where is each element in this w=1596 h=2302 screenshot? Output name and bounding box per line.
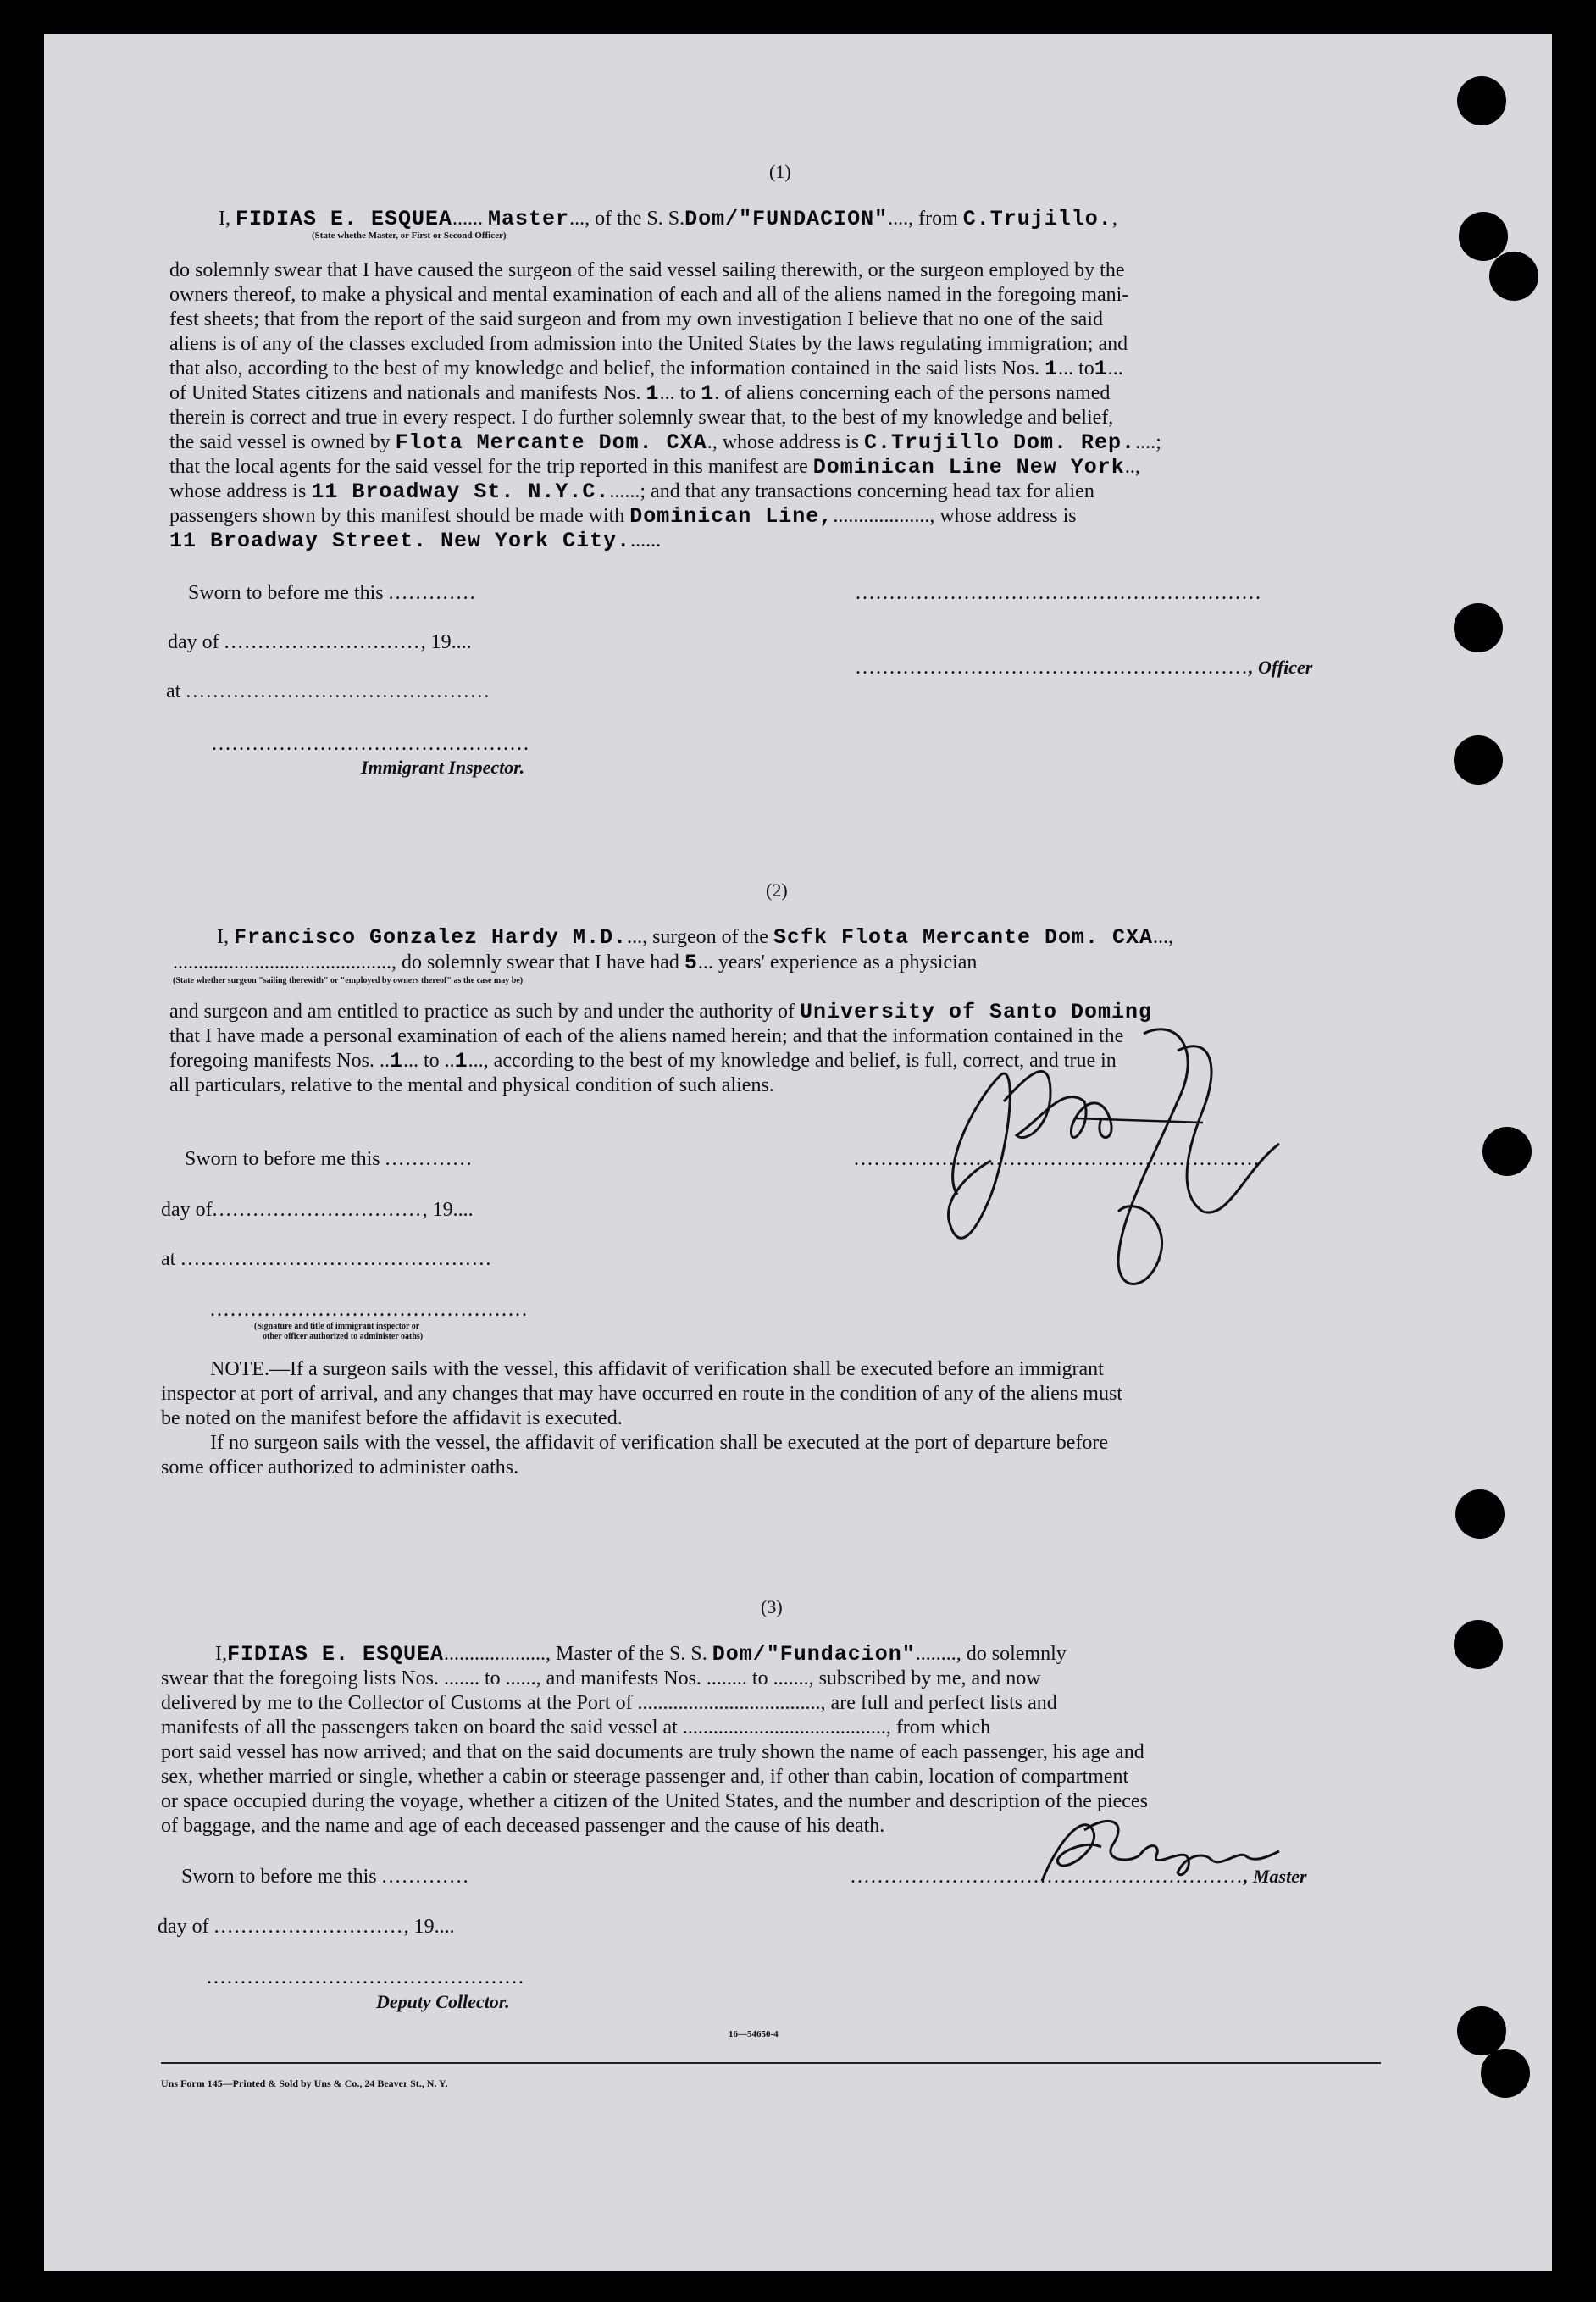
affidavit-2-line-2: ..........................................., do solemnly swear that I have had 5... years' experience as a physician bbox=[173, 951, 978, 975]
inspector-signature-line: ............................................... bbox=[212, 733, 530, 755]
section-1-number: (1) bbox=[769, 161, 791, 182]
local-agent: Dominican Line New York bbox=[812, 455, 1125, 480]
vessel-name: Dom/"FUNDACION" bbox=[684, 207, 889, 231]
at-label: at .............................................. bbox=[161, 1248, 493, 1270]
departure-port: C.Trujillo. bbox=[962, 207, 1112, 231]
years-experience: 5 bbox=[684, 951, 698, 975]
affidavit-1-text: that also, according to the best of my knowledge and belief, the information contained in the said lists Nos. 1... to1... bbox=[169, 357, 1123, 381]
section-3-number: (3) bbox=[761, 1596, 783, 1617]
surgeon-employer: Scfk Flota Mercante Dom. CXA bbox=[773, 925, 1154, 950]
affidavit-1-text: owners thereof, to make a physical and mental examination of each and all of the aliens named in the foregoing mani- bbox=[169, 284, 1129, 306]
affidavit-3-text: of baggage, and the name and age of each deceased passenger and the cause of his death. bbox=[161, 1815, 885, 1837]
owner-address: C.Trujillo Dom. Rep. bbox=[864, 430, 1136, 455]
punch-hole bbox=[1454, 1620, 1503, 1669]
surgeon-name: Francisco Gonzalez Hardy M.D. bbox=[234, 925, 628, 950]
footer-rule bbox=[161, 2062, 1381, 2064]
master-name: FIDIAS E. ESQUEA bbox=[227, 1642, 445, 1667]
collector-signature-line: ............................................... bbox=[207, 1966, 525, 1989]
note-text: be noted on the manifest before the affidavit is executed. bbox=[161, 1407, 623, 1429]
sworn-label: Sworn to before me this ............. bbox=[188, 582, 477, 604]
affidavit-3-text: sex, whether married or single, whether a cabin or steerage passenger and, if other than cabin, location of compartment bbox=[161, 1766, 1129, 1788]
affidavit-1-text: do solemnly swear that I have caused the surgeon of the said vessel sailing therewith, or the surgeon employed by the bbox=[169, 259, 1125, 281]
affidavit-3-text: manifests of all the passengers taken on board the said vessel at ........................................, from which bbox=[161, 1717, 991, 1739]
affidavit-1-text: therein is correct and true in every respect. I do further solemnly swear that, to the best of my knowledge and belief, bbox=[169, 407, 1114, 429]
inspector-signature-line: ............................................... bbox=[210, 1299, 529, 1321]
affidavit-3-text: or space occupied during the voyage, whether a citizen of the United States, and the number and description of the pieces bbox=[161, 1790, 1148, 1812]
affidavit-3-text: swear that the foregoing lists Nos. ....... to ......, and manifests Nos. ........ to ......., subscribed by me, and now bbox=[161, 1667, 1041, 1689]
affidavit-1-text: 11 Broadway Street. New York City....... bbox=[169, 529, 662, 553]
affidavit-1-text: of United States citizens and nationals and manifests Nos. 1... to 1. of aliens concerning each of the persons named bbox=[169, 381, 1111, 406]
surgeon-instruction: (State whether surgeon "sailing therewith" or "employed by owners thereof" as the case may be) bbox=[173, 976, 524, 985]
affidavit-2-line-1: I, Francisco Gonzalez Hardy M.D...., surgeon of the Scfk Flota Mercante Dom. CXA..., bbox=[217, 925, 1174, 950]
affidavit-3-text: port said vessel has now arrived; and that on the said documents are truly shown the name of each passenger, his age and bbox=[161, 1741, 1144, 1763]
sworn-label: Sworn to before me this ............. bbox=[181, 1866, 470, 1888]
affidavit-1-line-1: I, FIDIAS E. ESQUEA...... Master..., of the S. S.Dom/"FUNDACION"...., from C.Trujillo., bbox=[219, 207, 1117, 231]
note-text: some officer authorized to administer oaths. bbox=[161, 1456, 519, 1478]
affidavit-2-line-4: that I have made a personal examination of each of the aliens named herein; and that the information contained in the bbox=[169, 1025, 1124, 1047]
punch-hole bbox=[1454, 603, 1503, 652]
punch-hole bbox=[1481, 2049, 1530, 2098]
head-tax-address: 11 Broadway Street. New York City. bbox=[169, 529, 631, 553]
affidavit-2-line-3: and surgeon and am entitled to practice as such by and under the authority of University of Santo Doming bbox=[169, 1000, 1153, 1024]
head-tax-agent: Dominican Line, bbox=[629, 504, 834, 529]
punch-hole bbox=[1482, 1127, 1532, 1176]
master-rank: Master bbox=[488, 207, 570, 231]
affidavit-3-text: delivered by me to the Collector of Customs at the Port of ...................................., are full and perfect lists and bbox=[161, 1692, 1057, 1714]
signature-note: (Signature and title of immigrant inspector or bbox=[254, 1322, 420, 1331]
master-signature-line: .........................................................., Master bbox=[851, 1866, 1307, 1888]
vessel-owner: Flota Mercante Dom. CXA bbox=[395, 430, 707, 455]
day-of-label: day of..............................., 19.... bbox=[161, 1199, 474, 1221]
affidavit-2-line-5: foregoing manifests Nos. ..1... to ..1..., according to the best of my knowledge and belief, is full, correct, and true in bbox=[169, 1049, 1117, 1073]
deputy-collector-label: Deputy Collector. bbox=[376, 1991, 510, 2012]
at-label: at ............................................. bbox=[166, 680, 491, 702]
officer-line: .........................................................., Officer bbox=[856, 657, 1313, 679]
affidavit-1-text: passengers shown by this manifest should be made with Dominican Line,..................., whose address is bbox=[169, 504, 1077, 529]
surgeon-signature-line: ............................................................ bbox=[854, 1148, 1261, 1170]
affidavit-2-line-6: all particulars, relative to the mental and physical condition of such aliens. bbox=[169, 1074, 774, 1096]
punch-hole bbox=[1455, 1489, 1505, 1539]
agent-address: 11 Broadway St. N.Y.C. bbox=[311, 480, 610, 504]
punch-hole bbox=[1454, 735, 1503, 785]
vessel-name: Dom/"Fundacion" bbox=[712, 1642, 916, 1667]
punch-hole bbox=[1457, 2006, 1506, 2055]
form-number: 16—54650-4 bbox=[729, 2029, 779, 2039]
printer-imprint: Uns Form 145—Printed & Sold by Uns & Co., 24 Beaver St., N. Y. bbox=[161, 2077, 448, 2089]
affidavit-1-text: that the local agents for the said vessel for the trip reported in this manifest are Dominican Line New York.., bbox=[169, 455, 1140, 480]
affidavit-3-line-1: I,FIDIAS E. ESQUEA...................., Master of the S. S. Dom/"Fundacion"........, do solemnly bbox=[215, 1642, 1067, 1667]
master-name: FIDIAS E. ESQUEA bbox=[236, 207, 453, 231]
punch-hole bbox=[1489, 252, 1538, 301]
section-2-number: (2) bbox=[766, 879, 788, 901]
note-text: If no surgeon sails with the vessel, the affidavit of verification shall be executed at the port of departure before bbox=[210, 1432, 1109, 1454]
punch-hole bbox=[1459, 212, 1508, 261]
affidavit-1-text: whose address is 11 Broadway St. N.Y.C.......; and that any transactions concerning head tax for alien bbox=[169, 480, 1094, 504]
affidavit-1-text: the said vessel is owned by Flota Mercante Dom. CXA., whose address is C.Trujillo Dom. Rep.....; bbox=[169, 430, 1161, 455]
note-text: inspector at port of arrival, and any changes that may have occurred en route in the condition of any of the aliens must bbox=[161, 1383, 1122, 1405]
rank-instruction: (State whethe Master, or First or Second Officer) bbox=[312, 230, 507, 241]
surgeon-signature bbox=[923, 1000, 1296, 1313]
day-of-label: day of ............................, 19.... bbox=[158, 1916, 455, 1938]
day-of-label: day of ............................., 19.... bbox=[168, 631, 472, 653]
note-text: NOTE.—If a surgeon sails with the vessel, this affidavit of verification shall be executed before an immigrant bbox=[210, 1358, 1104, 1380]
affidavit-1-text: aliens is of any of the classes excluded from admission into the United States by the laws regulating immigration; and bbox=[169, 333, 1128, 355]
punch-hole bbox=[1457, 76, 1506, 125]
master-signature bbox=[1034, 1805, 1288, 1898]
signature-note: other officer authorized to administer oaths) bbox=[263, 1332, 424, 1341]
affidavit-1-text: fest sheets; that from the report of the said surgeon and from my own investigation I believe that no one of the said bbox=[169, 308, 1103, 330]
immigrant-inspector-label: Immigrant Inspector. bbox=[361, 757, 525, 778]
licensing-authority: University of Santo Doming bbox=[800, 1000, 1153, 1024]
sworn-label: Sworn to before me this ............. bbox=[185, 1148, 474, 1170]
officer-signature-line: ............................................................ bbox=[856, 582, 1262, 604]
